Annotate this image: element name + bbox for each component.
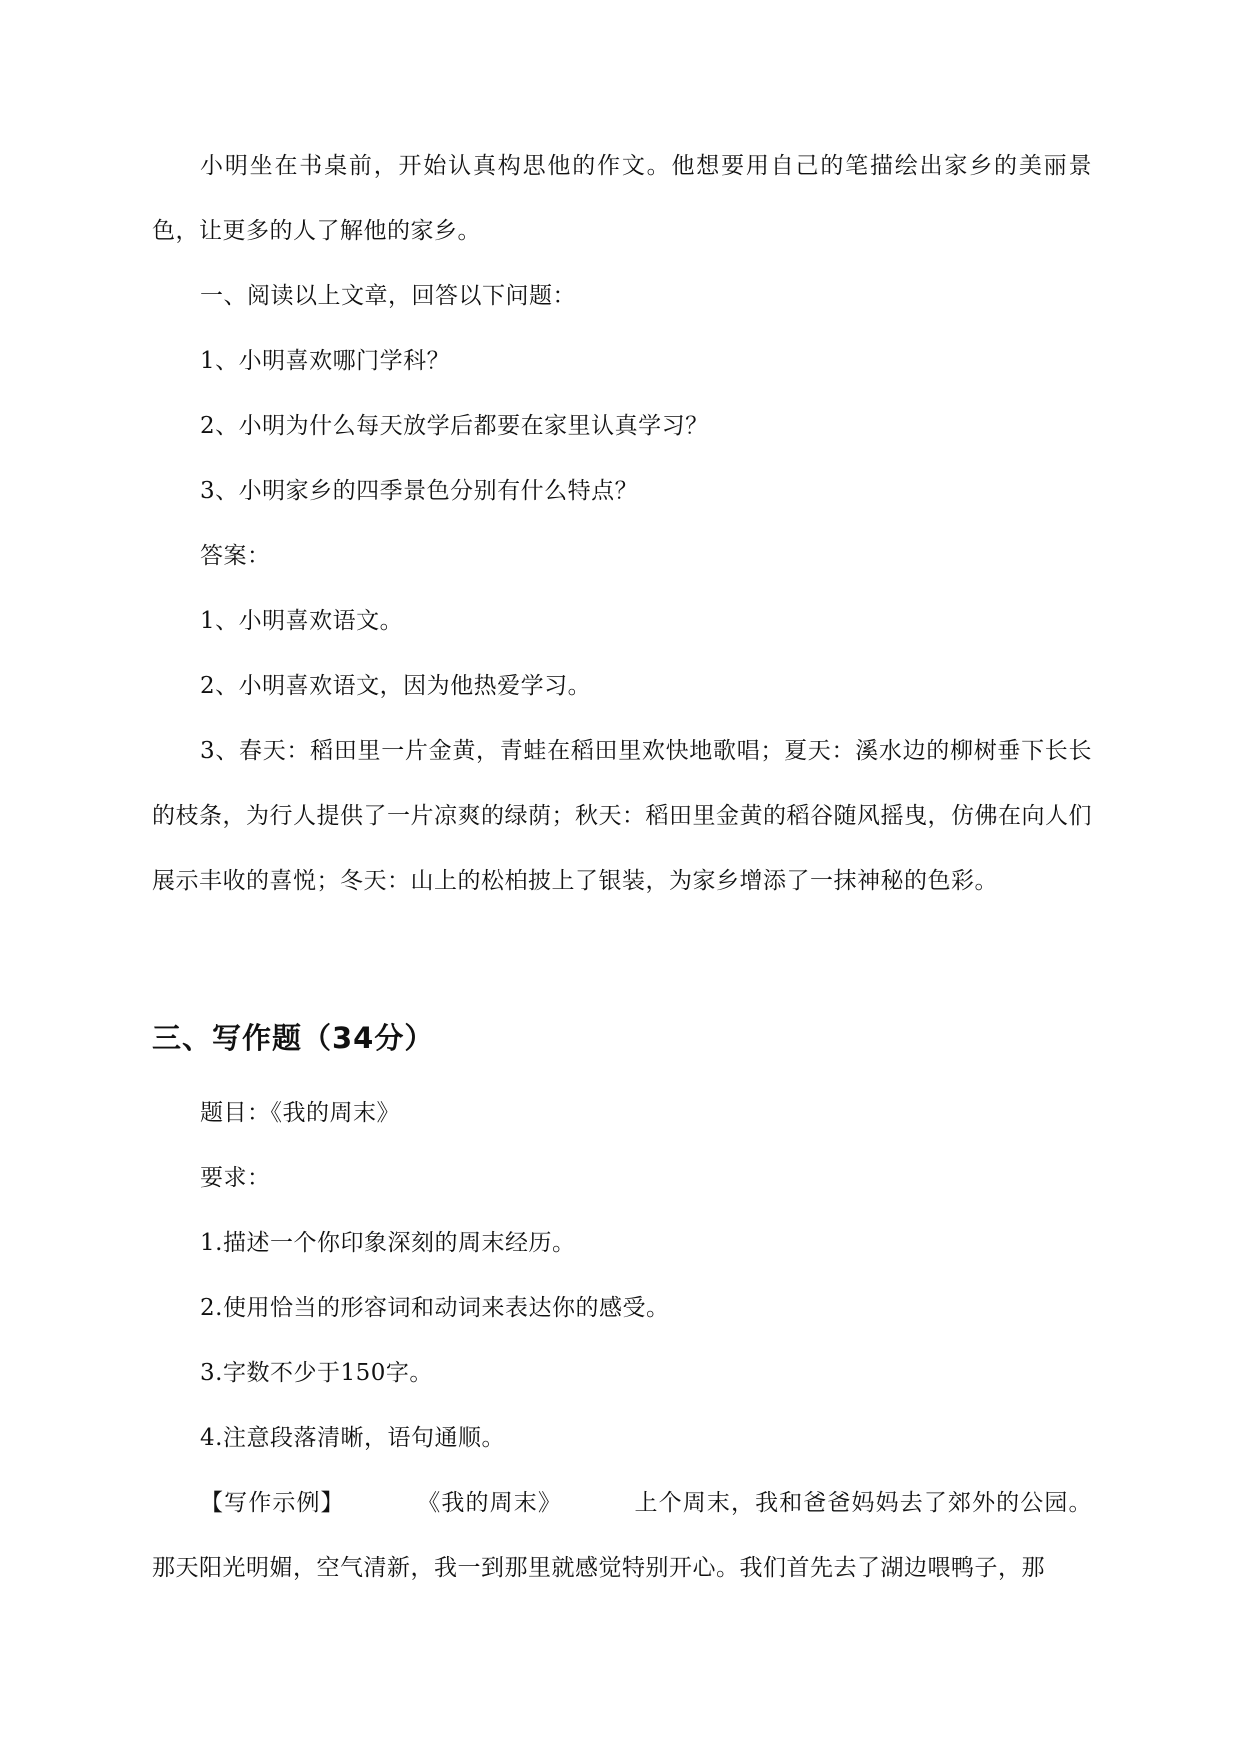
requirements-label: 要求： [200, 1165, 271, 1191]
requirement-3: 3.字数不少于150字。 [200, 1360, 433, 1386]
example-title: 《我的周末》 [416, 1490, 562, 1516]
question-1: 1、小明喜欢哪门学科？ [200, 348, 451, 374]
answer-3: 3、春天：稻田里一片金黄，青蛙在稻田里欢快地歌唱；夏天：溪水边的柳树垂下长长的枝条，为行人提供了一片凉爽的绿荫；秋天：稻田里金黄的稻谷随风摇曳，仿佛在向人们展示丰收的喜悦；冬天：山上的松柏披上了银装，为家乡增添了一抹神秘的色彩。 [152, 738, 1092, 894]
answer-2: 2、小明喜欢语文，因为他热爱学习。 [200, 673, 592, 699]
writing-topic: 题目：《我的周末》 [200, 1100, 400, 1126]
answer-1: 1、小明喜欢语文。 [200, 608, 404, 634]
requirement-1: 1.描述一个你印象深刻的周末经历。 [200, 1230, 576, 1256]
requirement-2: 2.使用恰当的形容词和动词来表达你的感受。 [200, 1295, 670, 1321]
question-2: 2、小明为什么每天放学后都要在家里认真学习？ [200, 413, 709, 439]
document-page [152, 0, 1092, 1754]
question-3: 3、小明家乡的四季景色分别有什么特点？ [200, 478, 639, 504]
answers-label: 答案： [200, 543, 271, 569]
reading-questions-intro: 一、阅读以上文章，回答以下问题： [200, 283, 576, 309]
passage-paragraph: 小明坐在书桌前，开始认真构思他的作文。他想要用自己的笔描绘出家乡的美丽景色，让更多的人了解他的家乡。 [152, 153, 1092, 244]
requirement-4: 4.注意段落清晰，语句通顺。 [200, 1425, 505, 1451]
example-tag: 【写作示例】 [200, 1490, 345, 1516]
writing-section-heading: 三、写作题（34分） [152, 1021, 435, 1055]
writing-example [152, 1471, 1092, 1601]
example-text: 上个周末，我和爸爸妈妈去了郊外的公园。那天阳光明媚，空气清新，我一到那里就感觉特别开心。我们首先去了湖边喂鸭子，那 [152, 1490, 1092, 1581]
